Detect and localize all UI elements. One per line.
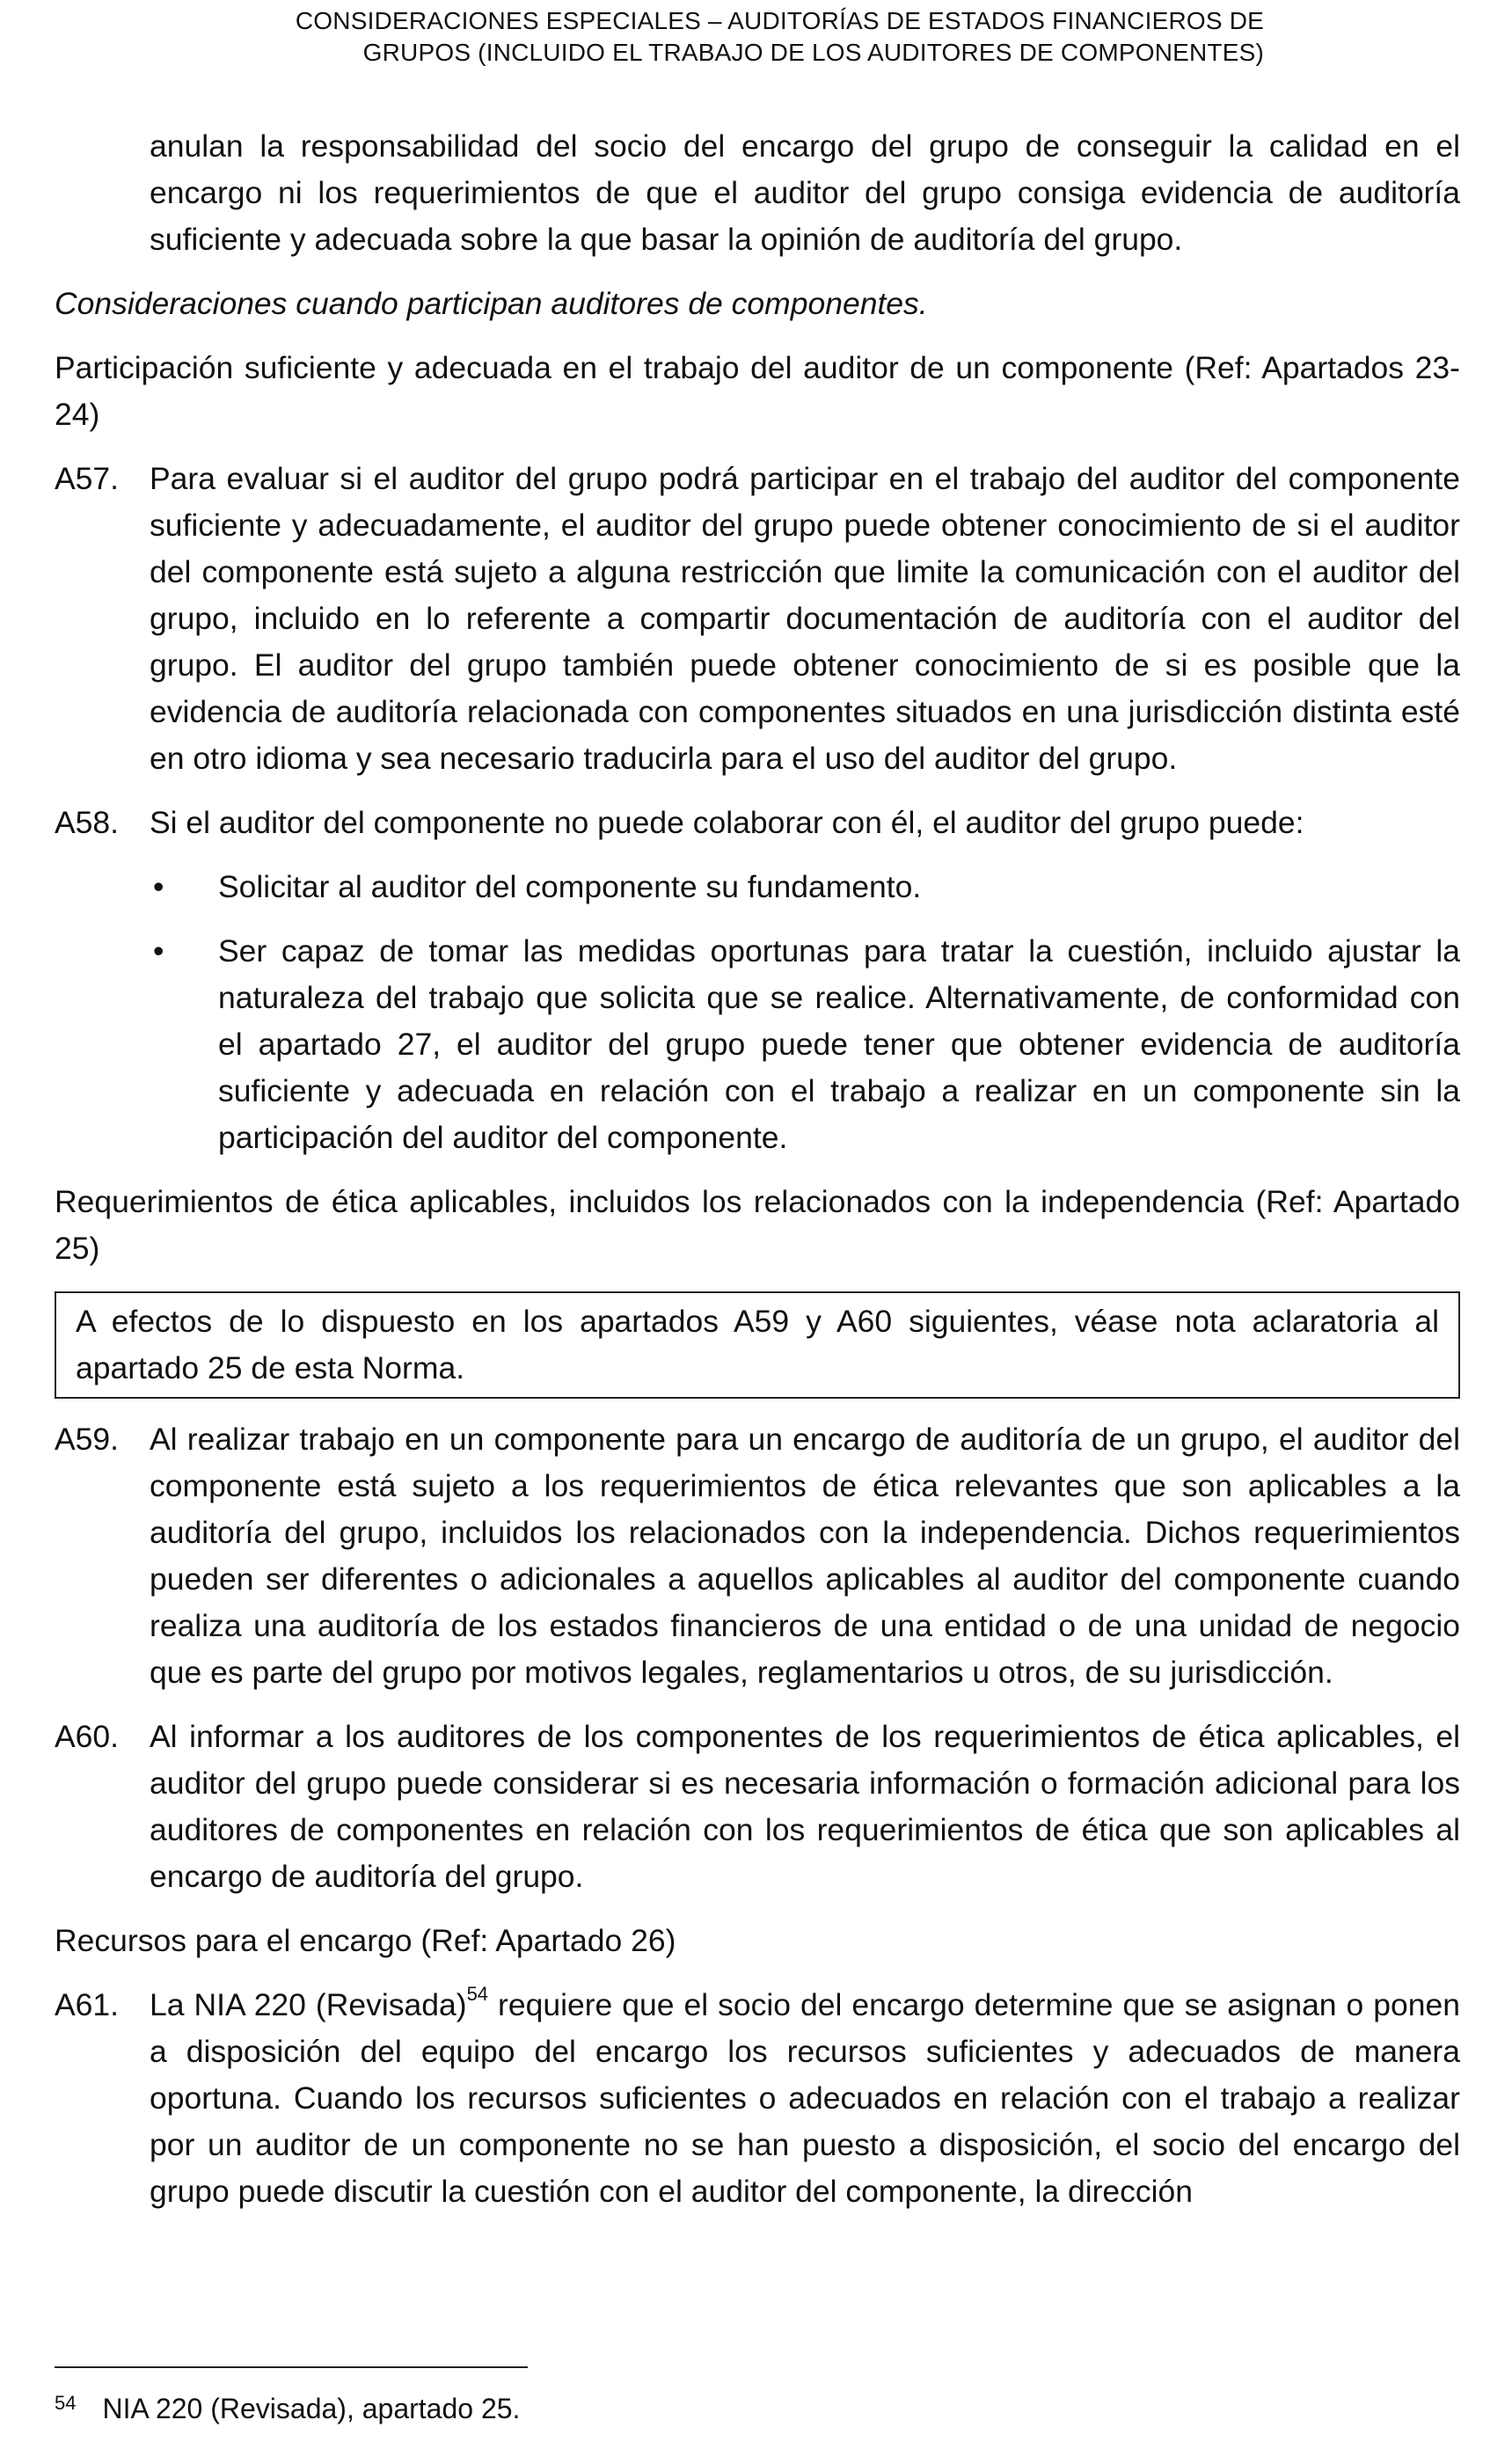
bullet-text: Ser capaz de tomar las medidas oportunas para tratar la cuestión, incluido ajustar la naturaleza del trabajo que solicita que se realice. Alternativamente, de conformidad con el apartado 27, el auditor del grupo puede tener que obtener evidencia de auditoría suficiente y adecuada en relación con el trabajo a realizar en un componente sin la participación del auditor del componente.	[218, 933, 1460, 1155]
header-line-2: GRUPOS (INCLUIDO EL TRABAJO DE LOS AUDITORES DE COMPONENTES)	[362, 39, 1264, 66]
header-line-1: CONSIDERACIONES ESPECIALES – AUDITORÍAS DE ESTADOS FINANCIEROS DE	[295, 7, 1264, 34]
paragraph-number: A60.	[55, 1719, 120, 1754]
bullet-item	[55, 928, 1460, 1161]
continuation-paragraph: anulan la responsabilidad del socio del encargo del grupo de conseguir la calidad en el encargo ni los requerimientos de que el auditor del grupo consiga evidencia de auditoría suficiente y adecuada sobre la que basar la opinión de auditoría del grupo.	[150, 128, 1460, 257]
subheading-participation: Participación suficiente y adecuada en el trabajo del auditor de un componente (Ref: Apartados 23-24)	[55, 350, 1460, 432]
paragraph-number: A58.	[55, 805, 120, 840]
paragraph-a57	[55, 456, 1460, 782]
footnote-reference[interactable]: 54	[466, 1983, 489, 2006]
paragraph-number: A57.	[55, 461, 120, 496]
bullet-icon: •	[153, 933, 164, 969]
paragraph-text: Si el auditor del componente no puede colaborar con él, el auditor del grupo puede:	[150, 805, 1304, 840]
section-heading-italic: Consideraciones cuando participan auditores de componentes.	[55, 286, 928, 321]
footnote	[55, 2391, 520, 2430]
footnote-text: NIA 220 (Revisada), apartado 25.	[102, 2393, 521, 2424]
running-header	[0, 5, 1512, 69]
paragraph-a58	[55, 800, 1460, 846]
paragraph-a61	[55, 1982, 1460, 2215]
paragraph-text: Para evaluar si el auditor del grupo podrá participar en el trabajo del auditor del componente suficiente y adecuadamente, el auditor del grupo puede obtener conocimiento de si el auditor del componente está sujeto a alguna restricción que limite la comunicación con el auditor del grupo, incluido en lo referente a compartir documentación de auditoría con el auditor del grupo. El auditor del grupo también puede obtener conocimiento de si es posible que la evidencia de auditoría relacionada con componentes situados en una jurisdicción distinta esté en otro idioma y sea necesario traducirla para el uso del auditor del grupo.	[150, 461, 1460, 776]
paragraph-text-start: La NIA 220 (Revisada)	[150, 1987, 467, 2022]
bullet-icon: •	[153, 869, 164, 904]
paragraph-a60	[55, 1714, 1460, 1900]
subheading-ethics: Requerimientos de ética aplicables, incluidos los relacionados con la independencia (Ref: Apartado 25)	[55, 1184, 1460, 1266]
footnote-number: 54	[55, 2392, 77, 2414]
paragraph-text: Al realizar trabajo en un componente para un encargo de auditoría de un grupo, el auditor del componente está sujeto a los requerimientos de ética relevantes que son aplicables a la auditoría del grupo, incluidos los relacionados con la independencia. Dichos requerimientos pueden ser diferentes o adicionales a aquellos aplicables al auditor del componente cuando realiza una auditoría de los estados financieros de una entidad o de una unidad de negocio que es parte del grupo por motivos legales, reglamentarios u otros, de su jurisdicción.	[150, 1422, 1460, 1690]
bullet-text: Solicitar al auditor del componente su fundamento.	[218, 869, 922, 904]
paragraph-number: A59.	[55, 1422, 120, 1457]
paragraph-number: A61.	[55, 1987, 120, 2022]
footnote-divider	[55, 2366, 528, 2368]
page-body	[55, 123, 1460, 2215]
subheading-resources: Recursos para el encargo (Ref: Apartado 26)	[55, 1923, 676, 1958]
paragraph-text: Al informar a los auditores de los componentes de los requerimientos de ética aplicables, el auditor del grupo puede considerar si es necesaria información o formación adicional para los auditores de componentes en relación con los requerimientos de ética que son aplicables al encargo de auditoría del grupo.	[150, 1719, 1460, 1894]
bullet-item	[55, 864, 1460, 910]
paragraph-a59	[55, 1416, 1460, 1696]
paragraph-text-end: requiere que el socio del encargo determine que se asignan o ponen a disposición del equipo del encargo los recursos suficientes y adecuados de manera oportuna. Cuando los recursos suficientes o adecuados en relación con el trabajo a realizar por un auditor de un componente no se han puesto a disposición, el socio del encargo del grupo puede discutir la cuestión con el auditor del componente, la dirección	[150, 1987, 1460, 2209]
boxed-note: A efectos de lo dispuesto en los apartados A59 y A60 siguientes, véase nota aclaratoria al apartado 25 de esta Norma.	[55, 1291, 1460, 1399]
